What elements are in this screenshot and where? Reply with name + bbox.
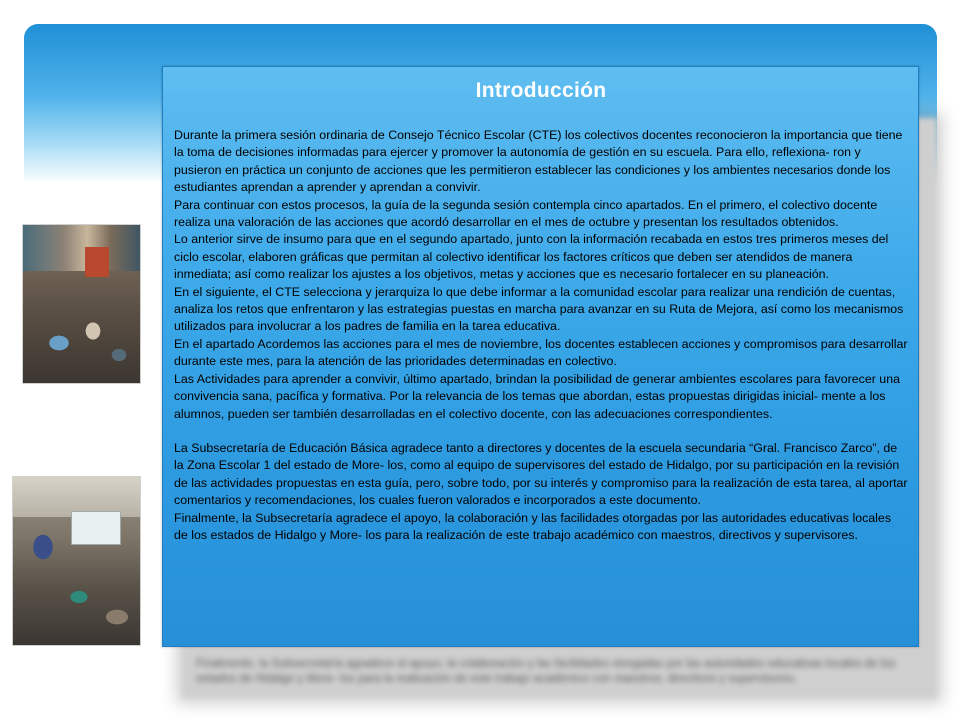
shadow-text: Finalmente, la Subsecretaría agradece el apoyo, la colaboración y las facilidades otorgadas por las autoridades educativas locales de los estados de Hidalgo y More- los para la realización de este trabajo académico con maestros, directivos y supervisores. [196,657,896,686]
paragraph-spacer [174,423,908,440]
intro-text-box [162,66,919,647]
paragraph-5: En el apartado Acordemos las acciones para el mes de noviembre, los docentes establecen acciones y compromisos para desarrollar durante este mes, para la atención de las prioridades determinadas en colectivo. [174,336,908,369]
paragraph-7: La Subsecretaría de Educación Básica agradece tanto a directores y docentes de la escuela secundaria “Gral. Francisco Zarco”, de la Zona Escolar 1 del estado de More- los, como al equipo de supervisores del estado de Hidalgo, por su participación en la revisión de las actividades propuestas en esta guía, pero, sobre todo, por su interés y compromiso para la realización de esta tarea, al aportar comentarios y recomendaciones, los cuales fueron valorados e incorporados a este documento. [174,440,908,508]
paragraph-2: Para continuar con estos procesos, la guía de la segunda sesión contempla cinco apartados. En el primero, el colectivo docente realiza una valoración de las acciones que acordó desarrollar en el mes de octubre y presentan los resultados obtenidos. [174,197,878,230]
paragraph-6: Las Actividades para aprender a convivir, último apartado, brindan la posibilidad de generar ambientes escolares para favorecer una convivencia sana, pacífica y formativa. Por la relevancia de los temas que abordan, estas propuestas dirigidas inicial- mente a los alumnos, pueden ser también desarrolladas en el colectivo docente, con las adecuaciones correspondientes. [174,371,900,421]
classroom-photo-2 [12,476,141,646]
classroom-photo-1 [22,224,141,384]
body-text [174,127,908,544]
paragraph-1: Durante la primera sesión ordinaria de Consejo Técnico Escolar (CTE) los colectivos docentes reconocieron la importancia que tiene la toma de decisiones informadas para ejercer y promover la autonomía de gestión en su escuela. Para ello, reflexiona- ron y pusieron en práctica un conjunto de acciones que les permitieron establecer las condiciones y los ambientes necesarios donde los estudiantes aprendan a aprender y aprendan a convivir. [174,128,903,195]
slide-title: Introducción [475,79,607,102]
paragraph-4: En el siguiente, el CTE selecciona y jerarquiza lo que debe informar a la comunidad escolar para realizar una rendición de cuentas, analiza los retos que enfrentaron y las estrategias puestas en marcha para avanzar en su Ruta de Mejora, así como los mecanismos utilizados para involucrar a los padres de familia en la tarea educativa. [174,284,904,334]
paragraph-8: Finalmente, la Subsecretaría agradece el apoyo, la colaboración y las facilidades otorgadas por las autoridades educativas locales de los estados de Hidalgo y More- los para la realización de este trabajo académico con maestros, directivos y supervisores. [174,510,892,542]
paragraph-3: Lo anterior sirve de insumo para que en el segundo apartado, junto con la información recabada en estos tres primeros meses del ciclo escolar, elaboren gráficas que permitan al colectivo identificar los factores críticos que deben ser atendidos de manera inmediata; así como realizar los ajustes a los objetivos, metas y acciones que es necesario fortalecer en su planeación. [174,232,889,282]
